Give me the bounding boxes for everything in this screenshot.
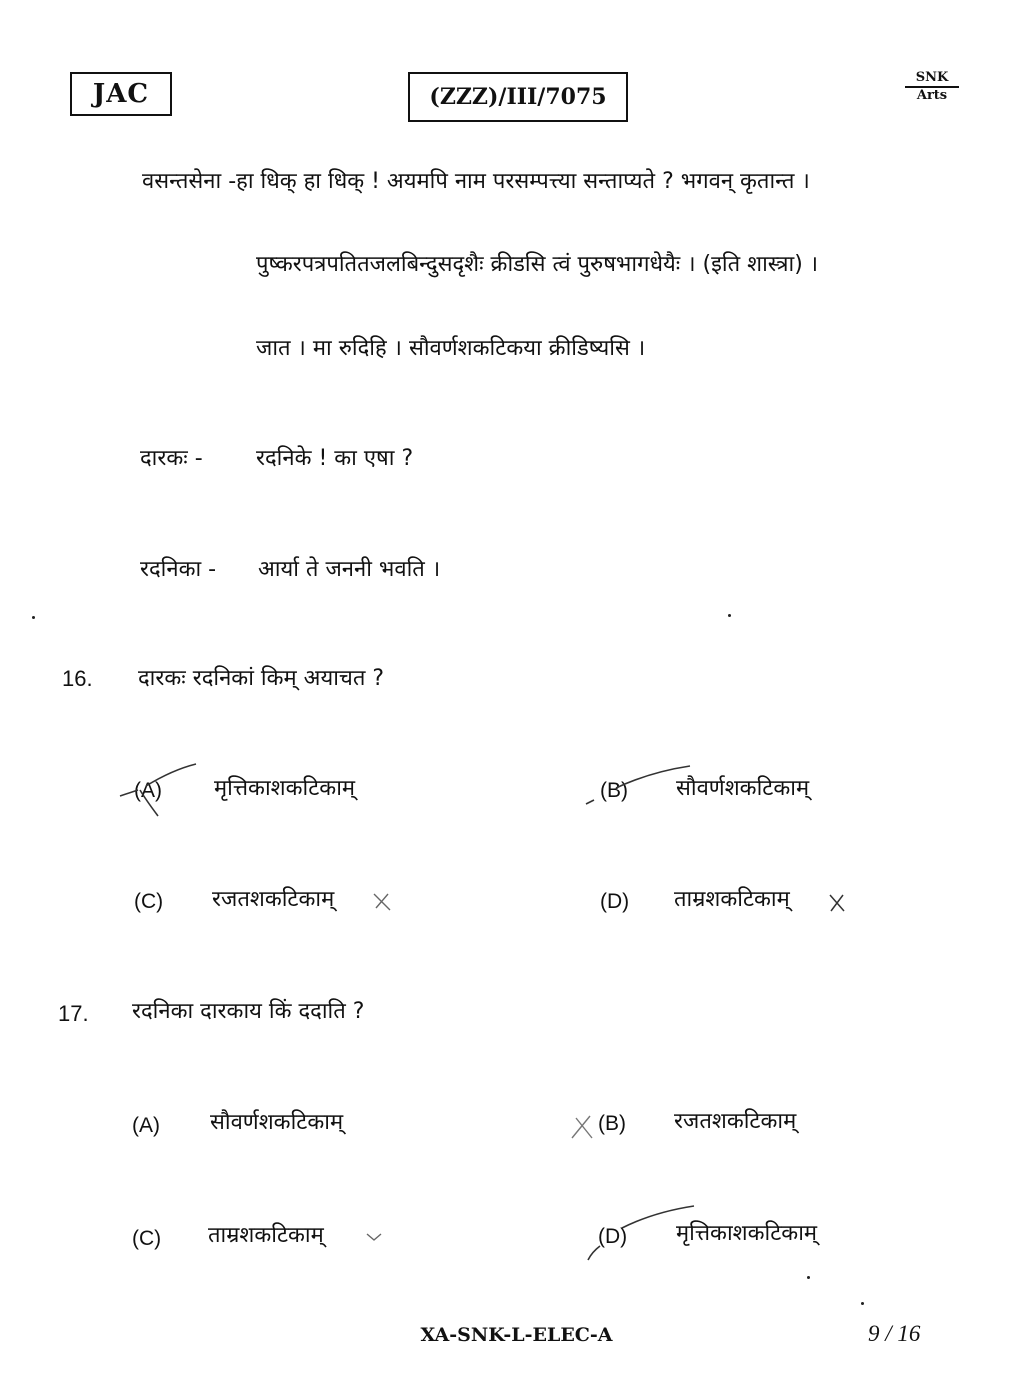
board-label: JAC bbox=[70, 72, 172, 116]
question-17-text: रदनिका दारकाय किं ददाति ? bbox=[132, 999, 365, 1024]
subject-code: SNK bbox=[905, 70, 959, 88]
q17-option-a-text: सौवर्णशकटिकाम् bbox=[210, 1110, 344, 1135]
subject-stream bbox=[905, 70, 959, 104]
q16-option-c-label: (C) bbox=[134, 890, 164, 913]
q16-option-a-label: (A) bbox=[134, 779, 162, 802]
speaker-darakah: दारकः - bbox=[140, 446, 203, 471]
q17-option-b-text: रजतशकटिकाम् bbox=[674, 1109, 797, 1134]
pencil-tick-mark-q16b bbox=[580, 764, 700, 814]
q16-option-b-label: (B) bbox=[600, 779, 628, 802]
pencil-tick-mark-q16a bbox=[112, 760, 202, 820]
question-17-number: 17. bbox=[58, 1001, 89, 1026]
pencil-mark-q17c bbox=[364, 1230, 384, 1246]
scan-speck bbox=[807, 1276, 810, 1279]
question-16-text: दारकः रदनिकां किम् अयाचत ? bbox=[138, 666, 385, 691]
passage-line-1: वसन्तसेना -हा धिक् हा धिक् ! अयमपि नाम परसम्पत्त्या सन्ताप्यते ? भगवन् कृतान्त । bbox=[142, 169, 810, 194]
question-16-number: 16. bbox=[62, 666, 93, 691]
dialogue-line-4: रदनिके ! का एषा ? bbox=[256, 446, 414, 471]
q17-option-c-label: (C) bbox=[132, 1227, 162, 1250]
q17-option-d-text: मृत्तिकाशकटिकाम् bbox=[676, 1221, 818, 1246]
passage-line-3: जात । मा रुदिहि । सौवर्णशकटिकया क्रीडिष्यसि । bbox=[256, 336, 646, 361]
q16-option-c-text: रजतशकटिकाम् bbox=[212, 887, 335, 912]
footer-paper-code: XA-SNK-L-ELEC-A bbox=[420, 1324, 613, 1346]
pencil-cross-mark-q17b bbox=[566, 1112, 600, 1142]
q16-option-d-text: ताम्रशकटिकाम् bbox=[674, 887, 790, 912]
pencil-tick-mark-q17d bbox=[582, 1206, 702, 1266]
pencil-cross-mark-q16c bbox=[370, 890, 396, 914]
q17-option-d-label: (D) bbox=[598, 1225, 628, 1248]
paper-code: (ZZZ)/III/7075 bbox=[408, 72, 628, 122]
q16-option-d-label: (D) bbox=[600, 890, 630, 913]
q17-option-b-label: (B) bbox=[598, 1112, 626, 1135]
dialogue-line-5: आर्या ते जननी भवति । bbox=[258, 557, 441, 582]
q17-option-a-label: (A) bbox=[132, 1114, 160, 1137]
scan-speck bbox=[728, 614, 731, 617]
stream-label: Arts bbox=[916, 88, 948, 103]
speaker-radanika: रदनिका - bbox=[140, 557, 217, 582]
passage-line-2: पुष्करपत्रपतितजलबिन्दुसदृशैः क्रीडसि त्वं पुरुषभागधेयैः । (इति शास्त्रा) । bbox=[256, 252, 819, 277]
scan-speck bbox=[861, 1302, 864, 1305]
q17-option-c-text: ताम्रशकटिकाम् bbox=[208, 1223, 324, 1248]
scan-speck bbox=[32, 616, 35, 619]
q16-option-a-text: मृत्तिकाशकटिकाम् bbox=[214, 776, 356, 801]
page-number: 9 / 16 bbox=[868, 1321, 921, 1346]
q16-option-b-text: सौवर्णशकटिकाम् bbox=[676, 776, 810, 801]
pencil-cross-mark-q16d bbox=[826, 892, 848, 914]
